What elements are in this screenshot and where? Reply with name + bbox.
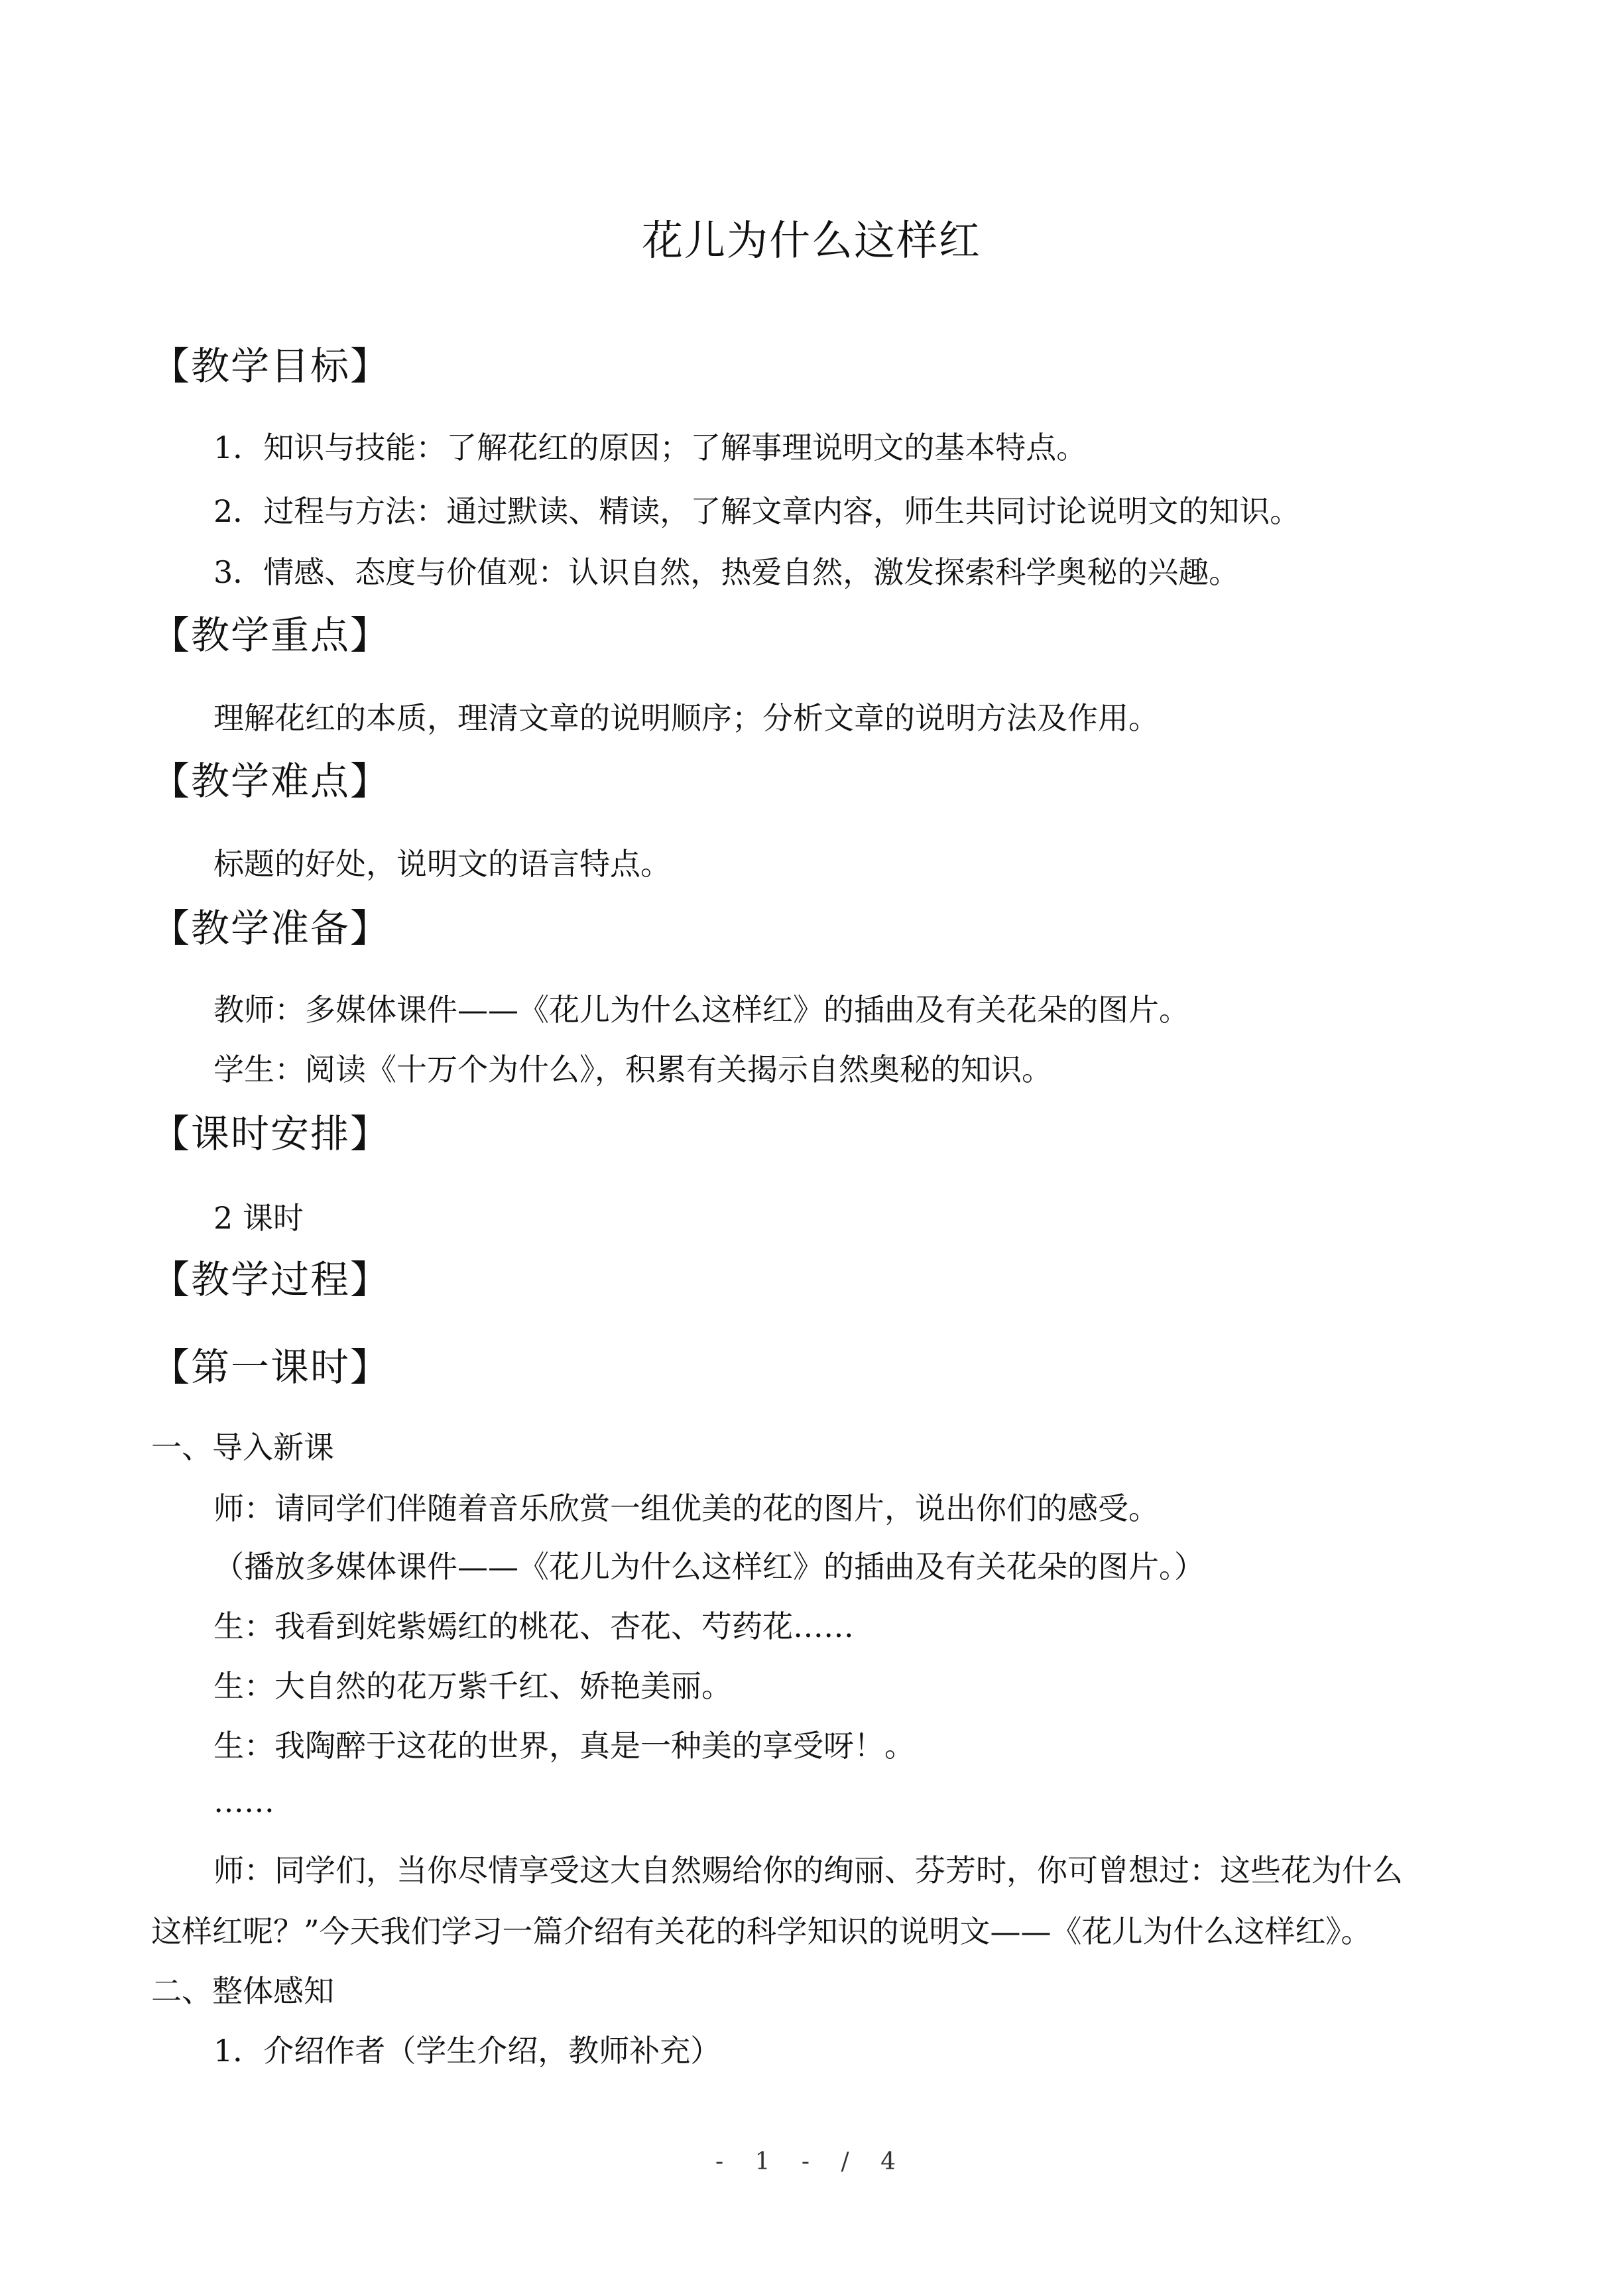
part-1-line-1: 师：请同学们伴随着音乐欣赏一组优美的花的图片，说出你们的感受。	[213, 1490, 1159, 1526]
heading-process: 【教学过程】	[151, 1257, 391, 1302]
preparation-student: 学生：阅读《十万个为什么》，积累有关揭示自然奥秘的知识。	[213, 1052, 1052, 1087]
part-2-title: 二、整体感知	[151, 1973, 334, 2009]
part-1-line-6: ……	[213, 1783, 274, 1819]
part-1-line-5: 生：我陶醉于这花的世界，真是一种美的享受呀！。	[213, 1728, 915, 1764]
page-number: - 1 - / 4	[715, 2148, 908, 2175]
teacher-paragraph-line-1: 师：同学们，当你尽情享受这大自然赐给你的绚丽、芬芳时，你可曾想过：这些花为什么	[213, 1852, 1403, 1888]
key-points-text: 理解花红的本质，理清文章的说明顺序；分析文章的说明方法及作用。	[213, 700, 1159, 736]
document-title: 花儿为什么这样红	[641, 216, 981, 265]
part-1-title: 一、导入新课	[151, 1429, 334, 1465]
teacher-paragraph-line-2: 这样红呢？”今天我们学习一篇介绍有关花的科学知识的说明文——《花儿为什么这样红》。	[151, 1913, 1372, 1949]
objective-2: 2．过程与方法：通过默读、精读，了解文章内容，师生共同讨论说明文的知识。	[213, 493, 1301, 529]
heading-objectives: 【教学目标】	[151, 343, 391, 389]
part-1-line-2: （播放多媒体课件——《花儿为什么这样红》的插曲及有关花朵的图片。）	[213, 1549, 1205, 1585]
part-2-item-1: 1．介绍作者（学生介绍，教师补充）	[213, 2033, 721, 2069]
preparation-teacher: 教师：多媒体课件——《花儿为什么这样红》的插曲及有关花朵的图片。	[213, 992, 1189, 1028]
part-1-line-4: 生：大自然的花万紫千红、娇艳美丽。	[213, 1668, 732, 1704]
heading-schedule: 【课时安排】	[151, 1111, 391, 1156]
heading-lesson-1: 【第一课时】	[151, 1345, 391, 1390]
difficulties-text: 标题的好处，说明文的语言特点。	[213, 846, 671, 882]
heading-key-points: 【教学重点】	[151, 613, 391, 658]
heading-difficulties: 【教学难点】	[151, 758, 391, 804]
objective-1: 1．知识与技能：了解花红的原因；了解事理说明文的基本特点。	[213, 430, 1087, 465]
part-1-line-3: 生：我看到姹紫嫣红的桃花、杏花、芍药花……	[213, 1608, 854, 1644]
objective-3: 3．情感、态度与价值观：认识自然，热爱自然，激发探索科学奥秘的兴趣。	[213, 554, 1240, 590]
schedule-text: 2 课时	[213, 1200, 304, 1236]
heading-preparation: 【教学准备】	[151, 906, 391, 951]
